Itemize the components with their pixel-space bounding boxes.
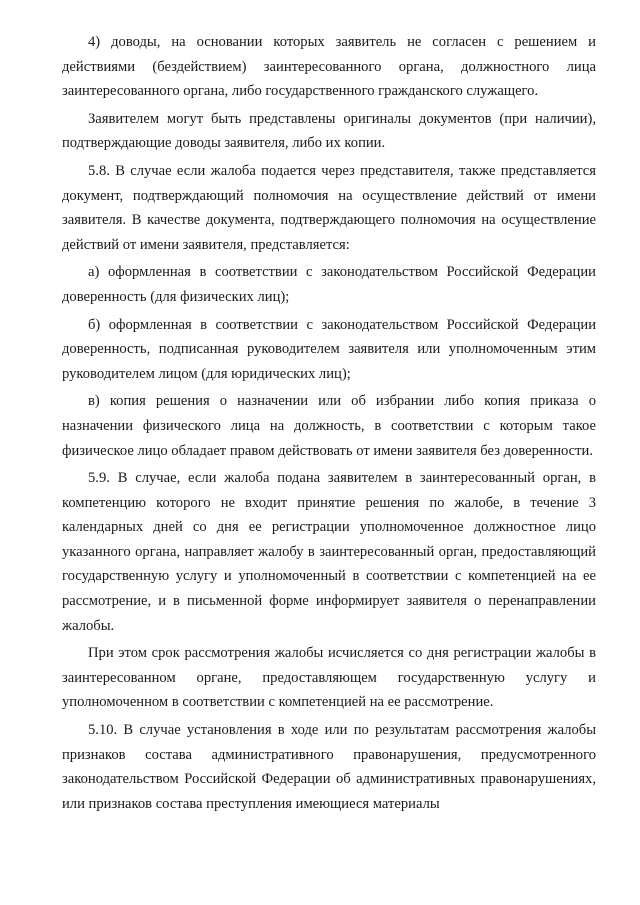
paragraph-term: При этом срок рассмотрения жалобы исчисляется со дня регистрации жалобы в заинтересованном органе, предоставляющем государственную услугу и уполномоченном в соответствии с компетенцией на ее рассмотрение. — [62, 645, 596, 711]
paragraph-arguments: 4) доводы, на основании которых заявитель не согласен с решением и действиями (бездействием) заинтересованного органа, должностного лица заинтересованного органа, либо государственного гражданского служащего. — [62, 34, 596, 100]
document-page — [62, 30, 596, 819]
paragraph-item-a: а) оформленная в соответствии с законодательством Российской Федерации доверенность (для физических лиц); — [62, 264, 596, 305]
paragraph-item-b: б) оформленная в соответствии с законодательством Российской Федерации доверенность, подписанная руководителем заявителя или уполномоченным этим руководителем лицом (для юридических лиц); — [62, 316, 596, 382]
paragraph-5-10: 5.10. В случае установления в ходе или по результатам рассмотрения жалобы признаков состава административного правонарушения, предусмотренного законодательством Российской Федерации об административных правонарушениях, или признаков состава преступления имеющиеся материалы — [62, 722, 596, 812]
paragraph-5-9: 5.9. В случае, если жалоба подана заявителем в заинтересованный орган, в компетенцию которого не входит принятие решения по жалобе, в течение 3 календарных дней со дня ее регистрации уполномоченное должностное лицо указанного органа, направляет жалобу в заинтересованный орган, предоставляющий государственную услугу и уполномоченный в соответствии с компетенцией на ее рассмотрение, и в письменной форме информирует заявителя о перенаправлении жалобы. — [62, 470, 596, 634]
paragraph-originals: Заявителем могут быть представлены оригиналы документов (при наличии), подтверждающие доводы заявителя, либо их копии. — [62, 110, 596, 152]
paragraph-item-v: в) копия решения о назначении или об избрании либо копия приказа о назначении физического лица на должность, в соответствии с которым такое физическое лицо обладает правом действовать от имени заявителя без доверенности. — [62, 393, 596, 459]
paragraph-5-8: 5.8. В случае если жалоба подается через представителя, также представляется документ, подтверждающий полномочия на осуществление действий от имени заявителя. В качестве документа, подтверждающего полномочия на осуществление действий от имени заявителя, представляется: — [62, 162, 596, 253]
